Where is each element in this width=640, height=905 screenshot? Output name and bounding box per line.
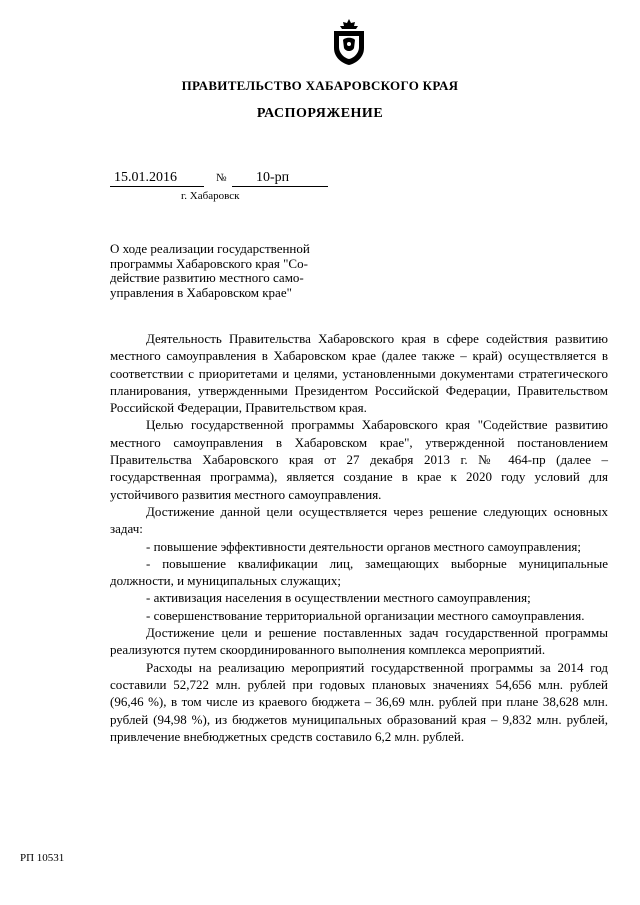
footer-code: РП 10531 (20, 852, 65, 864)
task-list-item: - повышение квалификации лиц, замещающих выборные муниципальные должности, и муниципальных служащих; (110, 555, 608, 589)
body-paragraph: Достижение цели и решение поставленных задач государственной программы реализуются путем скоординированного выполнения комплекса мероприятий. (110, 625, 608, 658)
subject-line: О ходе реализации государственной (110, 241, 310, 256)
document-number: 10-рп (232, 170, 328, 187)
document-body (110, 330, 608, 745)
document-date: 15.01.2016 (110, 170, 204, 187)
coat-of-arms-emblem (328, 18, 370, 66)
body-paragraph: Деятельность Правительства Хабаровского края в сфере содействия развитию местного самоуправления в Хабаровском крае (далее также – край) осуществляется в соответствии с приоритетами и целями, установленными документами стратегического планирования, утвержденными Президентом Российской Федерации, Правительством Российской Федерации, Правительством края. (110, 331, 608, 416)
city-label: г. Хабаровск (181, 190, 240, 202)
task-list-item: - совершенствование территориальной организации местного самоуправления. (146, 607, 585, 623)
government-title: ПРАВИТЕЛЬСТВО ХАБАРОВСКОГО КРАЯ (181, 78, 459, 93)
document-subject (110, 242, 340, 300)
document-type: РАСПОРЯЖЕНИЕ (256, 106, 384, 121)
body-paragraph: Достижение данной цели осуществляется через решение следующих основных задач: (110, 503, 608, 537)
subject-line: действие развитию местного само- (110, 270, 304, 285)
task-list-item: - повышение эффективности деятельности органов местного самоуправления; (146, 538, 582, 554)
subject-line: программы Хабаровского края "Со- (110, 255, 308, 271)
body-paragraph: Расходы на реализацию мероприятий государственной программы за 2014 год составили 52,722 млн. рублей при годовых плановых значениях 54,656 млн. рублей (96,46 %), в том числе из краевого бюджета – 36,69 млн. рублей при плане 38,628 млн. рублей (94,98 %), из бюджетов муниципальных образований края – 9,832 млн. рублей, привлечение внебюджетных средств составило 6,2 млн. рублей. (110, 659, 608, 744)
body-paragraph: Целью государственной программы Хабаровского края "Содействие развитию местного самоуправления в Хабаровском крае", утвержденной постановлением Правительства Хабаровского края от 27 декабря 2013 г. № 464-пр (далее – государственная программа), является создание в крае к 2020 году условий для устойчивого развития местного самоуправления. (110, 417, 608, 502)
task-list-item: - активизация населения в осуществлении местного самоуправления; (146, 590, 531, 606)
number-sign: № (216, 172, 227, 184)
subject-line: управления в Хабаровском крае" (110, 284, 292, 300)
